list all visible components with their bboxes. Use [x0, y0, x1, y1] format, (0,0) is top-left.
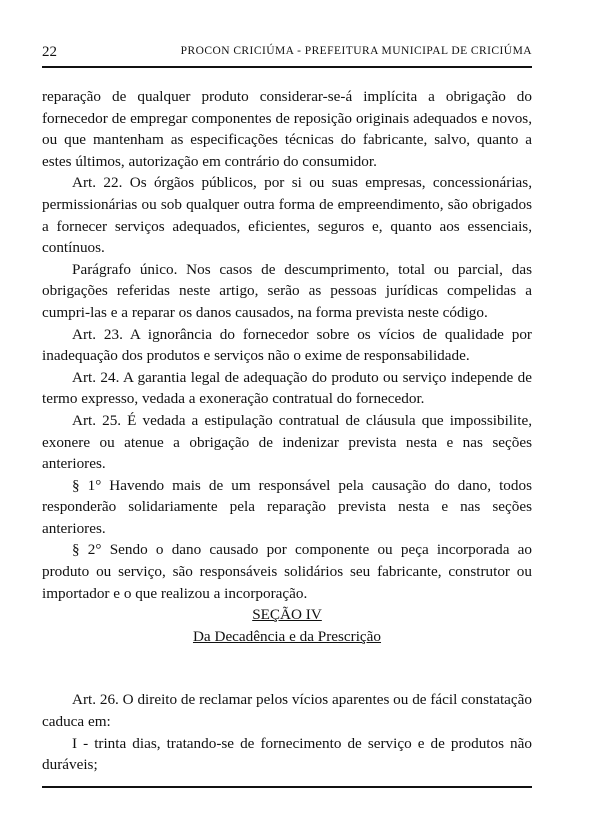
- paragraph-par-1: § 1° Havendo mais de um responsável pela causação do dano, todos responderão solidariamente pela reparação prevista nesta e nas seções anteriores.: [42, 476, 532, 537]
- paragraph-par-2: § 2° Sendo o dano causado por componente ou peça incorporada ao produto ou serviço, são responsáveis solidários seu fabricante, construtor ou importador e o que realizou a incorporação.: [42, 541, 532, 602]
- paragraph-continuation: reparação de qualquer produto considerar-se-á implícita a obrigação do fornecedor de empregar componentes de reposição originais adequados e novos, ou que mantenham as especificações técnicas do fabricante, salvo, quanto a estes últimos, autorização em contrário do consumidor.: [42, 88, 532, 170]
- paragraph-unico: Parágrafo único. Nos casos de descumprimento, total ou parcial, das obrigações referidas neste artigo, serão as pessoas jurídicas compelidas a cumpri-las e a reparar os danos causados, na forma prevista neste código.: [42, 260, 532, 321]
- header-rule: [42, 66, 532, 68]
- paragraph-art-24: Art. 24. A garantia legal de adequação do produto ou serviço independe de termo expresso, vedada a exoneração contratual do fornecedor.: [42, 368, 532, 408]
- paragraph-art-25: Art. 25. É vedada a estipulação contratual de cláusula que impossibilite, exonere ou atenue a obrigação de indenizar prevista nesta e nas seções anteriores.: [42, 411, 532, 473]
- section-spacer: [42, 647, 532, 689]
- paragraph-art-22: Art. 22. Os órgãos públicos, por si ou suas empresas, concessionárias, permissionárias ou sob qualquer outra forma de empreendimento, são obrigados a fornecer serviços adequados, eficientes, seguros e, quanto aos essenciais, contínuos.: [42, 174, 532, 257]
- page-header: [42, 41, 532, 61]
- section-title: Da Decadência e da Prescrição: [192, 627, 382, 645]
- footer-rule: [42, 786, 532, 788]
- document-body: [42, 86, 532, 776]
- section-number: SEÇÃO IV: [252, 606, 322, 624]
- paragraph-art-26: Art. 26. O direito de reclamar pelos vícios aparentes ou de fácil constatação caduca em:: [42, 691, 532, 731]
- running-title: PROCON CRICIÚMA - PREFEITURA MUNICIPAL DE CRICIÚMA: [180, 45, 532, 57]
- paragraph-art-23: Art. 23. A ignorância do fornecedor sobre os vícios de qualidade por inadequação dos produtos e serviços não o exime de responsabilidade.: [42, 325, 532, 365]
- paragraph-inciso-1: I - trinta dias, tratando-se de fornecimento de serviço e de produtos não duráveis;: [42, 734, 532, 774]
- page-number: 22: [42, 44, 57, 60]
